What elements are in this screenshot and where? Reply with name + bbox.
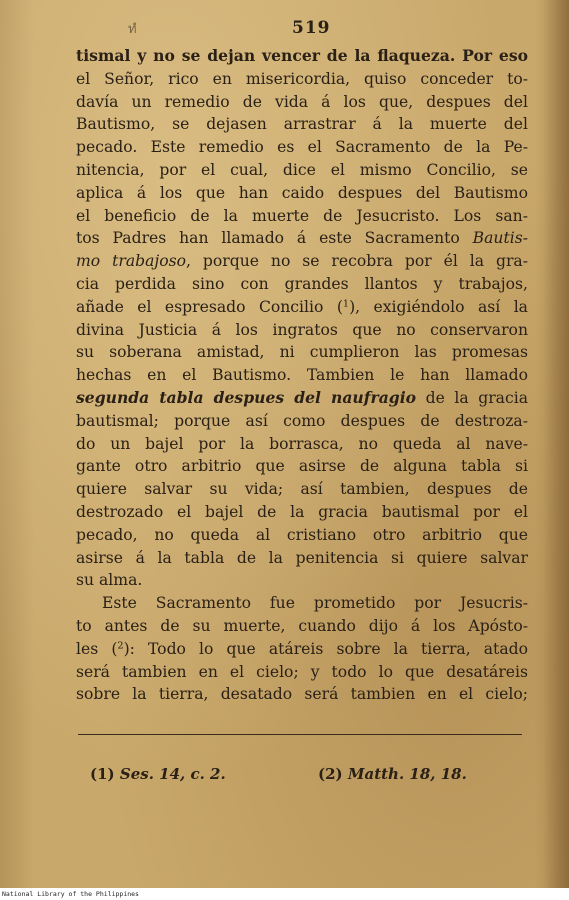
text-segment: añade el espresado Concilio (	[76, 297, 343, 316]
text-line: destrozado el bajel de la gracia bautismal por el	[76, 502, 528, 521]
text-line: nitencia, por el cual, dice el mismo Concilio, se	[76, 160, 528, 179]
header-mark: ทํ	[128, 22, 137, 37]
credit-strip	[0, 888, 569, 900]
text-line: será tambien en el cielo; y todo lo que desatáreis	[76, 662, 528, 681]
italic-term: mo trabajoso	[76, 252, 187, 271]
text-segment: ): Todo lo que atáreis sobre la tierra, atado	[123, 639, 528, 658]
text-line: cia perdida sino con grandes llantos y trabajos,	[76, 274, 528, 293]
text-line: su alma.	[76, 571, 143, 590]
text-line: el Señor, rico en misericordia, quiso conceder to-	[76, 69, 528, 88]
footnote-ref: 2	[117, 640, 124, 652]
text-line	[76, 387, 528, 410]
library-credit: National Library of the Philippines	[2, 890, 139, 898]
page-header	[0, 18, 569, 44]
text-line: pecado. Este remedio es el Sacramento de la Pe-	[76, 138, 528, 157]
footnotes	[90, 765, 510, 791]
text-segment: ), exigiéndolo así la	[349, 297, 528, 316]
text-line: su soberana amistad, ni cumplieron las promesas	[76, 343, 528, 362]
footnote-1	[90, 765, 226, 783]
text-line: asirse á la tabla de la penitencia si quiere salvar	[76, 548, 528, 567]
text-line	[76, 250, 528, 273]
footnote-1-source: Ses. 14, c. 2.	[119, 765, 226, 783]
text-line: to antes de su muerte, cuando dijo á los Apósto-	[76, 616, 528, 635]
text-line: do un bajel por la borrasca, no queda al nave-	[76, 434, 528, 453]
text-line: bautismal; porque así como despues de destroza-	[76, 411, 528, 430]
text-line: hechas en el Bautismo. Tambien le han llamado	[76, 366, 528, 385]
text-segment: , porque no se recobra por él la gra-	[186, 252, 528, 271]
footnote-divider	[78, 734, 522, 735]
text-line: Este Sacramento fue prometido por Jesucris-	[102, 594, 528, 613]
body-text	[76, 45, 528, 706]
italic-term: segunda tabla despues del naufragio	[76, 387, 417, 407]
text-line: quiere salvar su vida; así tambien, despues de	[76, 480, 528, 499]
footnote-2	[318, 765, 467, 783]
text-line	[76, 296, 528, 319]
footnote-1-number: (1)	[90, 765, 115, 783]
text-line	[76, 638, 528, 661]
text-line: aplica á los que han caido despues del Bautismo	[76, 183, 528, 202]
italic-term: Bautis-	[472, 229, 528, 248]
text-segment: de la gracia	[416, 388, 528, 407]
text-line: sobre la tierra, desatado será tambien en el cielo;	[76, 685, 528, 704]
text-line: davía un remedio de vida á los que, despues del	[76, 92, 528, 111]
text-line	[76, 227, 528, 250]
footnote-2-number: (2)	[318, 765, 343, 783]
text-line: tismal y no se dejan vencer de la flaqueza. Por eso	[76, 46, 528, 65]
text-segment: tos Padres han llamado á este Sacramento	[76, 229, 473, 248]
text-line: gante otro arbitrio que asirse de alguna tabla si	[76, 457, 528, 476]
footnote-2-source: Matth. 18, 18.	[347, 765, 467, 783]
text-line: pecado, no queda al cristiano otro arbitrio que	[76, 525, 528, 544]
text-line: el beneficio de la muerte de Jesucristo. Los san-	[76, 206, 528, 225]
text-line: divina Justicia á los ingratos que no conservaron	[76, 320, 528, 339]
footnote-ref: 1	[342, 298, 350, 310]
text-segment: les (	[76, 639, 118, 658]
text-line: Bautismo, se dejasen arrastrar á la muerte del	[76, 115, 528, 134]
page-number: 519	[292, 18, 331, 38]
